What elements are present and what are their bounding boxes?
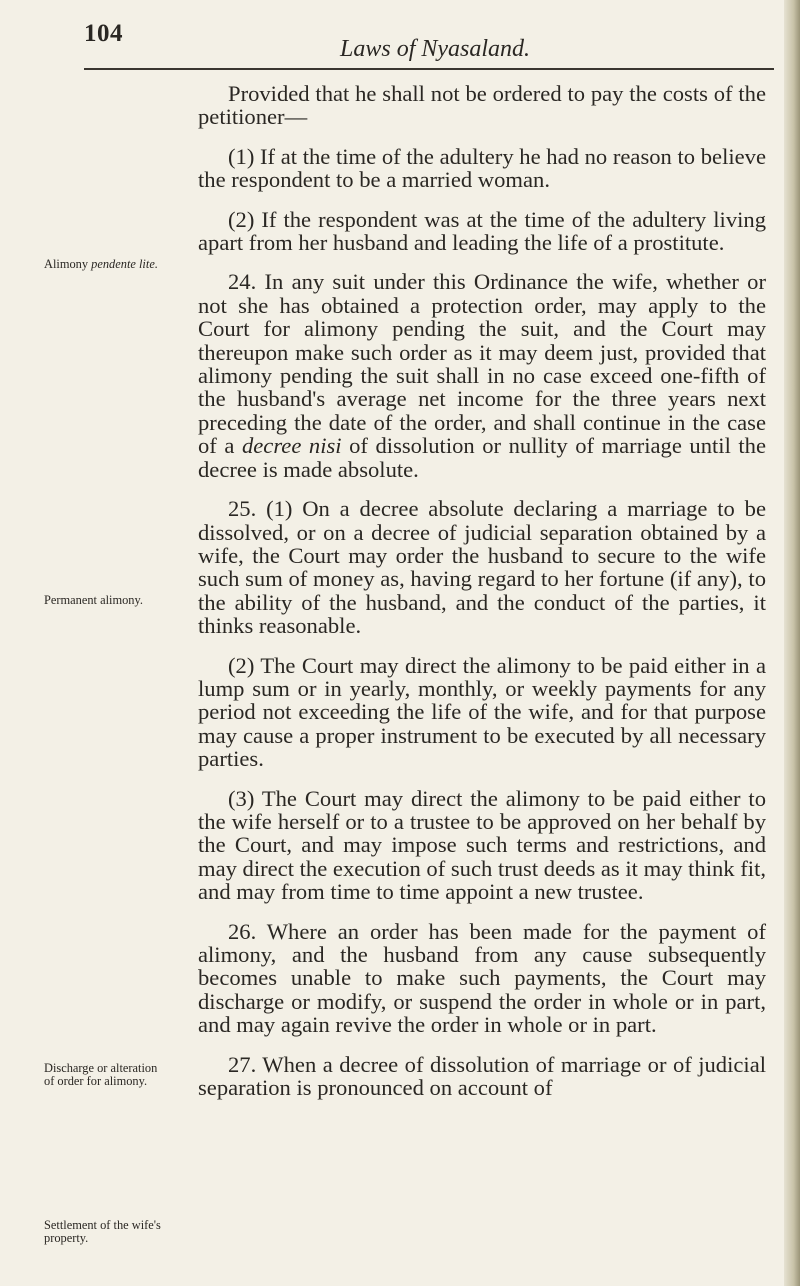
paragraph-proviso-1: (1) If at the time of the adultery he had no reason to believe the respondent to be a married woman. (198, 143, 766, 193)
section-24-text-end: of dissolution or nullity of marriage until the decree is made absolute. (198, 433, 767, 482)
margin-note-text: Alimony (44, 257, 89, 271)
page-number: 104 (84, 20, 123, 47)
paragraph-section-26: 26. Where an order has been made for the payment of alimony, and the husband from any cause subsequently becomes unable to make such payments, the Court may discharge or modify, or suspend the order in whole or in part, and may again revive the order in whole or in part. (198, 918, 766, 1038)
paragraph-section-25-1: 25. (1) On a decree absolute declaring a marriage to be dissolved, or on a decree of judicial separation obtained by a wife, the Court may order the husband to secure to the wife such sum of money as, having regard to her fortune (if any), to the ability of the husband, and the conduct of the parties, it thinks reasonable. (198, 496, 766, 639)
header-rule (84, 68, 774, 70)
paragraph-proviso: Provided that he shall not be ordered to pay the costs of the petitioner— (198, 81, 766, 130)
margin-note-italic: pendente lite. (91, 257, 158, 271)
section-24-text: 24. In any suit under this Ordinance the wife, whether or not she has obtained a protection order, may apply to the Court for alimony pending the suit, and the Court may thereupon make such order as it may deem just, provided that alimony pending the suit shall in no case exceed one-fifth of the husband's average net income for the three years next preceding the date of the order, and shall continue in the case of a (198, 269, 766, 459)
paragraph-proviso-2: (2) If the respondent was at the time of the adultery living apart from her husband and leading the life of a prostitute. (198, 206, 766, 256)
paragraph-section-25-2: (2) The Court may direct the alimony to be paid either in a lump sum or in yearly, monthly, or weekly payments for any period not exceeding the life of the wife, and for that purpose may cause a proper instrument to be executed by all necessary parties. (198, 652, 766, 772)
margin-note-settlement-property: Settlement of the wife's property. (44, 1218, 161, 1245)
paragraph-section-27: 27. When a decree of dissolution of marriage or of judicial separation is pronounced on account of (198, 1051, 766, 1101)
running-title: Laws of Nyasaland. (340, 36, 531, 62)
paragraph-section-25-3: (3) The Court may direct the alimony to be paid either to the wife herself or to a trustee to be approved on her behalf by the Court, and may impose such terms and restrictions, and may direct the execution of such trust deeds as it may think fit, and may from time to time appoint a new trustee. (198, 785, 766, 905)
paragraph-section-24 (198, 270, 766, 481)
page-edge-shadow (784, 0, 800, 1286)
margin-note-permanent-alimony: Permanent alimony. (44, 593, 143, 607)
margin-note-discharge-alteration: Discharge or alteration of order for alimony. (44, 1061, 158, 1088)
body-text (198, 82, 766, 1099)
section-24-italic: decree nisi (241, 433, 342, 459)
margin-note-alimony-pendente-lite (44, 258, 162, 271)
